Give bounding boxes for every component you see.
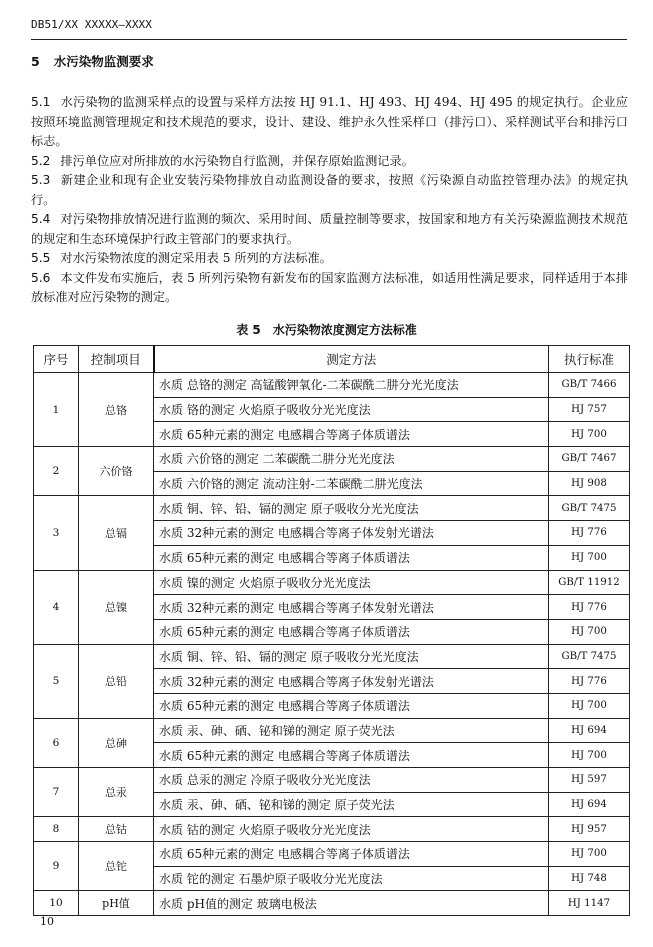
table-row	[34, 644, 630, 669]
standard-cell: HJ 694	[549, 792, 630, 817]
page-number: 10	[40, 915, 54, 928]
paragraph-5-1	[31, 93, 628, 152]
control-item-cell: 总镉	[79, 496, 154, 570]
method-cell: 水质 铊的测定 石墨炉原子吸收分光光度法	[154, 866, 549, 891]
control-item-cell: 总铊	[79, 842, 154, 891]
paragraph-text: 对水污染物浓度的测定采用表 5 所列的方法标准。	[60, 251, 332, 265]
paragraph-text: 对污染物排放情况进行监测的频次、采用时间、质量控制等要求，按国家和地方有关污染源监测技术规范的规定和生态环境保护行政主管部门的要求执行。	[31, 212, 628, 246]
standard-cell: HJ 776	[549, 521, 630, 546]
paragraph-list	[31, 93, 628, 308]
row-number-cell: 6	[34, 718, 79, 767]
row-number-cell: 7	[34, 768, 79, 817]
table-row	[34, 842, 630, 867]
standard-cell: HJ 597	[549, 768, 630, 793]
standard-cell: GB/T 7466	[549, 373, 630, 398]
standard-cell: HJ 757	[549, 397, 630, 422]
paragraph-5-3	[31, 171, 628, 210]
method-standards-table	[33, 345, 630, 916]
standard-cell: HJ 694	[549, 718, 630, 743]
section-heading	[31, 52, 154, 70]
header-no: 序号	[34, 346, 79, 373]
row-number-cell: 2	[34, 447, 79, 496]
header-item: 控制项目	[79, 346, 154, 373]
section-title-text: 水污染物监测要求	[53, 54, 154, 69]
standard-cell: HJ 776	[549, 595, 630, 620]
method-cell: 水质 汞、砷、硒、铋和锑的测定 原子荧光法	[154, 718, 549, 743]
document-code-header: DB51/XX XXXXX—XXXX	[31, 18, 153, 31]
standard-cell: HJ 700	[549, 743, 630, 768]
method-cell: 水质 65种元素的测定 电感耦合等离子体质谱法	[154, 842, 549, 867]
table-body	[34, 373, 630, 916]
control-item-cell: 总汞	[79, 768, 154, 817]
standard-cell: GB/T 7475	[549, 644, 630, 669]
table-row	[34, 447, 630, 472]
standard-cell: HJ 1147	[549, 891, 630, 916]
paragraph-number: 5.1	[31, 95, 51, 109]
method-cell: 水质 铬的测定 火焰原子吸收分光光度法	[154, 397, 549, 422]
standard-cell: HJ 700	[549, 619, 630, 644]
method-cell: 水质 六价铬的测定 二苯碳酰二肼分光光度法	[154, 447, 549, 472]
table-row	[34, 768, 630, 793]
method-cell: 水质 65种元素的测定 电感耦合等离子体质谱法	[154, 422, 549, 447]
method-cell: 水质 32种元素的测定 电感耦合等离子体发射光谱法	[154, 595, 549, 620]
standard-cell: HJ 700	[549, 545, 630, 570]
method-cell: 水质 总铬的测定 高锰酸钾氧化-二苯碳酰二肼分光光度法	[154, 373, 549, 398]
row-number-cell: 9	[34, 842, 79, 891]
row-number-cell: 3	[34, 496, 79, 570]
standard-cell: HJ 700	[549, 422, 630, 447]
method-cell: 水质 铜、锌、铅、镉的测定 原子吸收分光光度法	[154, 496, 549, 521]
control-item-cell: 六价铬	[79, 447, 154, 496]
standard-cell: GB/T 7467	[549, 447, 630, 472]
paragraph-text: 本文件发布实施后，表 5 所列污染物有新发布的国家监测方法标准，如适用性满足要求，同样适用于本排放标准对应污染物的测定。	[31, 270, 628, 304]
row-number-cell: 10	[34, 891, 79, 916]
control-item-cell: 总铬	[79, 373, 154, 447]
method-cell: 水质 65种元素的测定 电感耦合等离子体质谱法	[154, 743, 549, 768]
paragraph-text: 排污单位应对所排放的水污染物自行监测，并保存原始监测记录。	[60, 153, 414, 168]
header-method: 测定方法	[154, 346, 549, 373]
table-header-row	[34, 346, 630, 373]
method-cell: 水质 总汞的测定 冷原子吸收分光光度法	[154, 768, 549, 793]
method-cell: 水质 汞、砷、硒、铋和锑的测定 原子荧光法	[154, 792, 549, 817]
header-standard: 执行标准	[549, 346, 630, 373]
paragraph-5-4	[31, 210, 628, 249]
method-cell: 水质 65种元素的测定 电感耦合等离子体质谱法	[154, 619, 549, 644]
standard-cell: HJ 776	[549, 669, 630, 694]
table-title: 表 5 水污染物浓度测定方法标准	[236, 323, 417, 337]
paragraph-5-2	[31, 152, 628, 172]
control-item-cell: 总镍	[79, 570, 154, 644]
paragraph-number: 5.4	[31, 212, 51, 226]
row-number-cell: 1	[34, 373, 79, 447]
table-row	[34, 817, 630, 842]
method-cell: 水质 65种元素的测定 电感耦合等离子体质谱法	[154, 693, 549, 718]
paragraph-number: 5.6	[31, 270, 51, 285]
header-rule	[31, 39, 627, 40]
paragraph-number: 5.2	[31, 153, 51, 168]
table-row	[34, 373, 630, 398]
row-number-cell: 5	[34, 644, 79, 718]
standard-cell: GB/T 7475	[549, 496, 630, 521]
paragraph-number: 5.5	[31, 251, 51, 265]
table-row	[34, 718, 630, 743]
standard-cell: HJ 700	[549, 842, 630, 867]
table-row	[34, 570, 630, 595]
method-cell: 水质 铜、锌、铅、镉的测定 原子吸收分光光度法	[154, 644, 549, 669]
control-item-cell: 总钴	[79, 817, 154, 842]
control-item-cell: 总铅	[79, 644, 154, 718]
paragraph-text: 新建企业和现有企业安装污染物排放自动监测设备的要求，按照《污染源自动监控管理办法》的规定执行。	[31, 173, 628, 207]
table-row	[34, 496, 630, 521]
row-number-cell: 4	[34, 570, 79, 644]
method-cell: 水质 65种元素的测定 电感耦合等离子体质谱法	[154, 545, 549, 570]
method-cell: 水质 32种元素的测定 电感耦合等离子体发射光谱法	[154, 521, 549, 546]
table-row	[34, 891, 630, 916]
standard-cell: GB/T 11912	[549, 570, 630, 595]
standard-cell: HJ 957	[549, 817, 630, 842]
paragraph-5-5	[31, 249, 628, 269]
method-cell: 水质 pH值的测定 玻璃电极法	[154, 891, 549, 916]
control-item-cell: 总砷	[79, 718, 154, 767]
method-cell: 水质 32种元素的测定 电感耦合等离子体发射光谱法	[154, 669, 549, 694]
method-cell: 水质 镍的测定 火焰原子吸收分光光度法	[154, 570, 549, 595]
paragraph-text: 水污染物的监测采样点的设置与采样方法按 HJ 91.1、HJ 493、HJ 494、HJ 495 的规定执行。企业应按照环境监测管理规定和技术规范的要求，设计、建设、维护永久性采样口（排污口）、采样测试平台和排污口标志。	[31, 95, 628, 148]
control-item-cell: pH值	[79, 891, 154, 916]
method-cell: 水质 六价铬的测定 流动注射-二苯碳酰二肼光度法	[154, 471, 549, 496]
method-cell: 水质 钴的测定 火焰原子吸收分光光度法	[154, 817, 549, 842]
paragraph-5-6	[31, 269, 628, 308]
standard-cell: HJ 700	[549, 693, 630, 718]
section-number: 5	[31, 54, 40, 69]
standard-cell: HJ 908	[549, 471, 630, 496]
paragraph-number: 5.3	[31, 173, 51, 187]
standard-cell: HJ 748	[549, 866, 630, 891]
row-number-cell: 8	[34, 817, 79, 842]
